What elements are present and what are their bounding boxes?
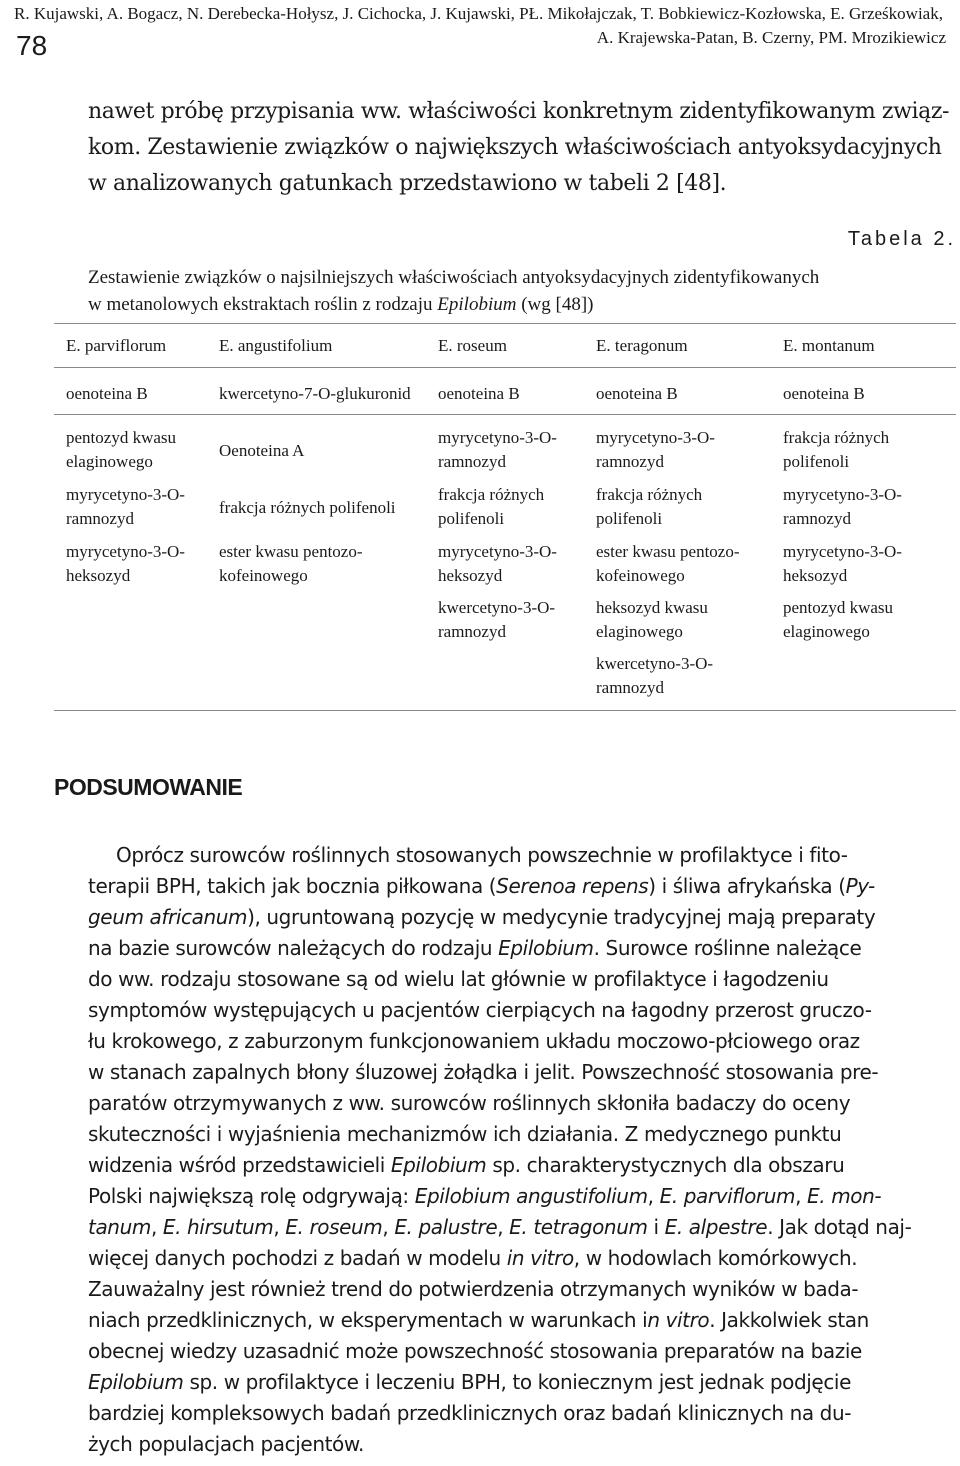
summary-line [88,1212,956,1243]
summary-line: bardziej kompleksowych badań przedklinicznych oraz badań klinicznych na du- [88,1401,852,1425]
latin-term: in vitro [506,1246,574,1270]
text: i [647,1215,665,1239]
table-cell: frakcja różnych polifenoli [219,498,396,517]
summary-line: obecnej wiedzy uzasadnić może powszechność stosowania preparatów na bazie [88,1339,862,1363]
cell-line: elaginowego [66,452,153,471]
running-header-authors-line1: R. Kujawski, A. Bogacz, N. Derebecka-Hołysz, J. Cichocka, J. Kujawski, PŁ. Mikołajczak, T. Bobkiewicz-Kozłowska, E. Grześkowiak, [14,4,943,23]
genus-name: Epilobium [390,1153,487,1177]
text: . Jakkolwiek stan [709,1308,869,1332]
table-cell [66,540,185,588]
summary-line [88,871,956,902]
table-cell [783,596,893,644]
text: . Surowce roślinne należące [593,936,862,960]
table-bottom-rule [54,710,956,711]
cell-line: elaginowego [783,622,870,641]
table-label: Tabela 2. [847,228,956,250]
text: , [382,1215,395,1239]
text: ), ugruntowaną pozycję w medycynie tradycyjnej mają preparaty [247,905,876,929]
text: , [497,1215,510,1239]
summary-line [88,1305,956,1336]
column-header: E. roseum [438,336,507,355]
cell-line: myrycetyno-3-O- [438,542,557,561]
cell-line: frakcja różnych [438,485,545,504]
summary-line: paratów otrzymywanych z ww. surowców roślinnych skłoniła badaczy do oceny [88,1091,851,1115]
species-name: E. roseum [285,1215,383,1239]
intro-line: nawet próbę przypisania ww. właściwości konkretnym zidentyfikowanym związ- [88,99,950,124]
species-name: E. mon- [807,1184,882,1208]
table-caption-line2 [88,290,593,320]
table-caption-line1: Zestawienie związków o najsilniejszych właściwościach antyoksydacyjnych zidentyfikowanych [88,267,820,288]
table-cell [783,540,902,588]
intro-paragraph [88,94,956,202]
summary-line [88,1181,956,1212]
table-cell [438,540,557,588]
table-header-rule [54,367,956,368]
table-cell [438,483,544,531]
summary-line: łu krokowego, z zaburzonym funkcjonowaniem układu moczowo-płciowego oraz [88,1029,860,1053]
section-heading: PODSUMOWANIE [54,774,243,800]
species-name: Py- [845,874,875,898]
cell-line: polifenoli [783,452,850,471]
column-header: E. angustifolium [219,336,333,355]
cell-line: ramnozyd [596,452,664,471]
text: na bazie surowców należących do rodzaju [88,936,499,960]
species-name: Serenoa repens [496,874,649,898]
cell-line: frakcja różnych [596,485,703,504]
cell-line: heksozyd kwasu [596,598,708,617]
summary-line [88,1367,956,1398]
text: ) i śliwa afrykańska ( [648,874,846,898]
summary-paragraph [88,871,956,1460]
species-name: tanum [88,1215,151,1239]
cell-line: heksozyd [783,566,848,585]
text: , [150,1215,163,1239]
cell-line: myrycetyno-3-O- [66,542,185,561]
cell-line: ester kwasu pentozo- [596,542,740,561]
text: Polski największą rolę odgrywają: [88,1184,415,1208]
cell-line: ramnozyd [66,509,134,528]
text: niach przedklinicznych, w eksperymentach w warunkach i [88,1308,648,1332]
cell-line: polifenoli [438,509,505,528]
text: terapii BPH, takich jak bocznia piłkowana ( [88,874,497,898]
cell-line: ramnozyd [438,452,506,471]
caption-genus: Epilobium [437,294,517,315]
intro-line: w analizowanych gatunkach przedstawiono w tabeli 2 [48]. [88,171,727,196]
table-cell [219,540,363,588]
summary-line [88,1243,956,1274]
cell-line: myrycetyno-3-O- [783,485,902,504]
caption-text: (wg [48]) [516,294,594,315]
cell-line: frakcja różnych [783,428,890,447]
page-number: 78 [16,30,48,61]
species-name: E. alpestre [664,1215,768,1239]
species-name: Epilobium angustifolium [414,1184,648,1208]
text: , [795,1184,808,1208]
cell-line: pentozyd kwasu [66,428,177,447]
species-name: E. tetragonum [509,1215,648,1239]
caption-text: w metanolowych ekstraktach roślin z rodzaju [88,294,438,315]
table-cell: kwercetyno-7-O-glukuronid [219,384,411,403]
latin-term: n vitro [647,1308,710,1332]
table-row-rule [54,414,956,415]
summary-line: do ww. rodzaju stosowane są od wielu lat głównie w profilaktyce i łagodzeniu [88,967,829,991]
text: . Jak dotąd naj- [767,1215,912,1239]
cell-line: ester kwasu pentozo- [219,542,363,561]
table-top-rule [54,323,956,324]
cell-line: kwercetyno-3-O- [596,654,714,673]
table-cell [783,426,889,474]
table-cell [596,540,740,588]
table-cell: oenoteina B [438,384,520,403]
table-cell: oenoteina B [66,384,148,403]
table-cell [438,596,555,644]
cell-line: myrycetyno-3-O- [783,542,902,561]
summary-line: w stanach zapalnych błony śluzowej żołądka i jelit. Powszechność stosowania pre- [88,1060,879,1084]
species-name: E. palustre [394,1215,498,1239]
cell-line: kofeinowego [219,566,308,585]
species-name: geum africanum [88,905,248,929]
column-header: E. teragonum [596,336,688,355]
summary-line: symptomów występujących u pacjentów cierpiących na łagodny przerost gruczo- [88,998,872,1022]
text: , [273,1215,286,1239]
species-name: E. parviflorum [659,1184,796,1208]
text: , w hodowlach komórkowych. [573,1246,858,1270]
cell-line: polifenoli [596,509,663,528]
cell-line: pentozyd kwasu [783,598,894,617]
table-cell [783,483,902,531]
cell-line: myrycetyno-3-O- [66,485,185,504]
summary-line [88,902,956,933]
table-cell [596,652,713,700]
table-cell [66,483,185,531]
text: sp. charakterystycznych dla obszaru [486,1153,845,1177]
cell-line: myrycetyno-3-O- [438,428,557,447]
summary-line [88,933,956,964]
intro-line: kom. Zestawienie związków o największych właściwościach antyoksydacyjnych [88,135,942,160]
text: sp. w profilaktyce i leczeniu BPH, to koniecznym jest jednak podjęcie [183,1370,851,1394]
summary-line: Zauważalny jest również trend do potwierdzenia otrzymanych wyników w bada- [88,1277,859,1301]
table-cell [596,596,708,644]
cell-line: myrycetyno-3-O- [596,428,715,447]
cell-line: elaginowego [596,622,683,641]
cell-line: ramnozyd [783,509,851,528]
table-cell: oenoteina B [596,384,678,403]
summary-line-first [116,840,956,871]
table-cell: Oenoteina A [219,441,305,460]
running-header-authors-line2: A. Krajewska-Patan, B. Czerny, PM. Mrozikiewicz [596,28,946,47]
summary-line: żych populacjach pacjentów. [88,1432,364,1456]
cell-line: heksozyd [438,566,503,585]
summary-line: Oprócz surowców roślinnych stosowanych powszechnie w profilaktyce i fito- [116,843,848,867]
table-cell [596,483,702,531]
text: widzenia wśród przedstawicieli [88,1153,391,1177]
genus-name: Epilobium [88,1370,184,1394]
summary-line: skuteczności i wyjaśnienia mechanizmów ich działania. Z medycznego punktu [88,1122,842,1146]
table-cell [438,426,557,474]
column-header: E. montanum [783,336,875,355]
species-name: E. hirsutum [162,1215,274,1239]
table-cell: oenoteina B [783,384,865,403]
text: więcej danych pochodzi z badań w modelu [88,1246,507,1270]
cell-line: heksozyd [66,566,131,585]
cell-line: ramnozyd [438,622,506,641]
genus-name: Epilobium [498,936,594,960]
summary-line [88,1150,956,1181]
cell-line: kwercetyno-3-O- [438,598,556,617]
table-cell [66,426,176,474]
cell-line: kofeinowego [596,566,685,585]
column-header: E. parviflorum [66,336,167,355]
table-cell [596,426,715,474]
text: , [647,1184,660,1208]
cell-line: ramnozyd [596,678,664,697]
